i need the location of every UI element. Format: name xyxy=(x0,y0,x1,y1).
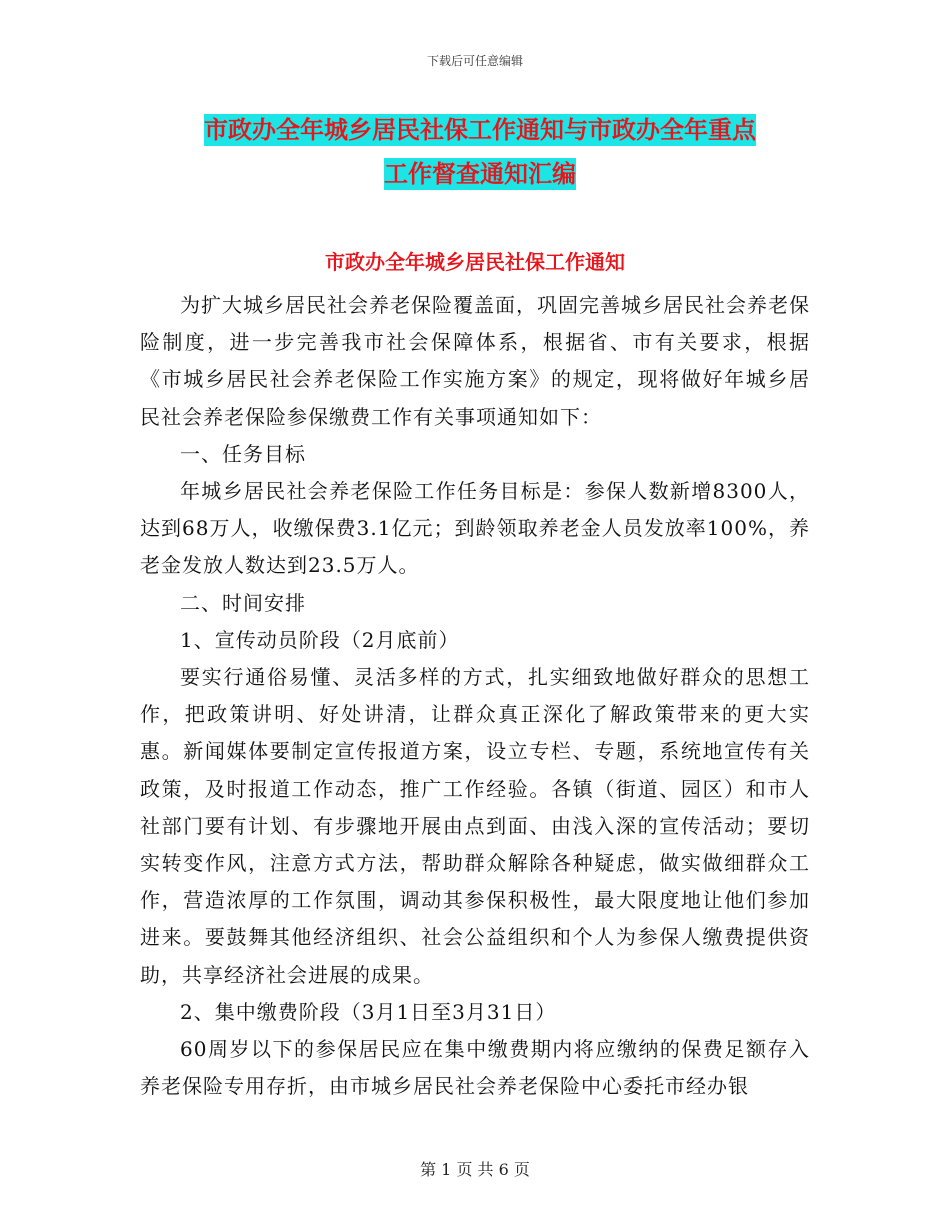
paragraph-intro: 为扩大城乡居民社会养老保险覆盖面，巩固完善城乡居民社会养老保险制度，进一步完善我市社会保障体系，根据省、市有关要求，根据《市城乡居民社会养老保险工作实施方案》的规定，现将做好年城乡居民社会养老保险参保缴费工作有关事项通知如下： xyxy=(140,293,810,429)
paragraph-task-goals: 年城乡居民社会养老保险工作任务目标是：参保人数新增8300人，达到68万人，收缴保费3.1亿元；到龄领取养老金人员发放率100%，养老金发放人数达到23.5万人。 xyxy=(140,479,810,578)
page-number: 第 1 页 共 6 页 xyxy=(420,1160,530,1179)
heading-task-goals: 一、任务目标 xyxy=(180,441,306,466)
document-body xyxy=(140,287,810,1105)
document-title xyxy=(140,108,820,196)
title-line-1: 市政办全年城乡居民社保工作通知与市政办全年重点 xyxy=(204,116,756,144)
header-note: 下载后可任意编辑 xyxy=(426,54,523,68)
subheading-payment-stage: 2、集中缴费阶段（3月1日至3月31日） xyxy=(180,999,557,1024)
paragraph-payment-stage: 60周岁以下的参保居民应在集中缴费期内将应缴纳的保费足额存入养老保险专用存折，由市城乡居民社会养老保险中心委托市经办银 xyxy=(140,1037,810,1099)
paragraph-publicity-stage: 要实行通俗易懂、灵活多样的方式，扎实细致地做好群众的思想工作，把政策讲明、好处讲清，让群众真正深化了解政策带来的更大实惠。新闻媒体要制定宣传报道方案，设立专栏、专题，系统地宣传有关政策，及时报道工作动态，推广工作经验。各镇（街道、园区）和市人社部门要有计划、有步骤地开展由点到面、由浅入深的宣传活动；要切实转变作风，注意方式方法，帮助群众解除各种疑虑，做实做细群众工作，营造浓厚的工作氛围，调动其参保积极性，最大限度地让他们参加进来。要鼓舞其他经济组织、社会公益组织和个人为参保人缴费提供资助，共享经济社会进展的成果。 xyxy=(140,665,810,987)
heading-schedule: 二、时间安排 xyxy=(180,590,306,615)
section-title: 市政办全年城乡居民社保工作通知 xyxy=(325,250,625,274)
title-line-2: 工作督查通知汇编 xyxy=(384,160,576,188)
subheading-publicity-stage: 1、宣传动员阶段（2月底前） xyxy=(180,627,460,652)
